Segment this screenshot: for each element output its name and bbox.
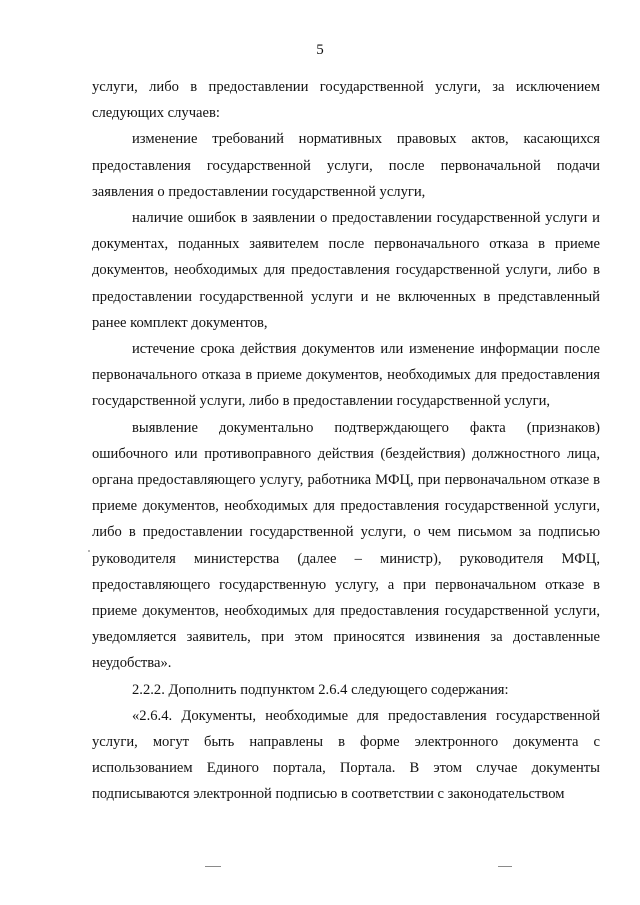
scan-artifact-right [498, 866, 512, 867]
document-body [92, 74, 600, 808]
paragraph-subclause-2-6-4: «2.6.4. Документы, необходимые для предоставления государственной услуги, могут быть направлены в форме электронного документа с использованием Единого портала, Портала. В этом случае документы подписываются электронной подписью в соответствии с законодательством [92, 707, 600, 803]
scan-artifact-dot [88, 550, 90, 552]
paragraph-application-errors: наличие ошибок в заявлении о предоставлении государственной услуги и документах, поданных заявителем после первоначального отказа в приеме документов, необходимых для предоставления государственной услуги, либо в предоставлении государственной услуги и не включенных в представленный ранее комплект документов, [92, 210, 600, 331]
page-number: 5 [316, 42, 324, 58]
paragraph-document-expiry: истечение срока действия документов или изменение информации после первоначального отказа в приеме документов, необходимых для предоставления государственной услуги, либо в предоставлении государственной услуги, [92, 341, 600, 410]
paragraph-amendment-2-2-2: 2.2.2. Дополнить подпунктом 2.6.4 следующего содержания: [132, 681, 509, 698]
paragraph-requirements-change: изменение требований нормативных правовых актов, касающихся предоставления государственной услуги, после первоначальной подачи заявления о предоставлении государственной услуги, [92, 131, 600, 200]
paragraph-official-misconduct: выявление документально подтверждающего факта (признаков) ошибочного или противоправного действия (бездействия) должностного лица, органа предоставляющего услугу, работника МФЦ, при первоначальном отказе в приеме документов, необходимых для предоставления государственной услуги, либо в предоставлении государственной услуги, о чем письмом за подписью руководителя министерства (далее – министр), руководителя МФЦ, предоставляющего государственную услугу, а при первоначальном отказе в приеме документов, необходимых для предоставления государственной услуги, уведомляется заявитель, при этом приносятся извинения за доставленные неудобства». [92, 419, 600, 672]
paragraph-continuation: услуги, либо в предоставлении государственной услуги, за исключением следующих случаев: [92, 79, 600, 122]
scan-artifact-left [205, 866, 221, 867]
